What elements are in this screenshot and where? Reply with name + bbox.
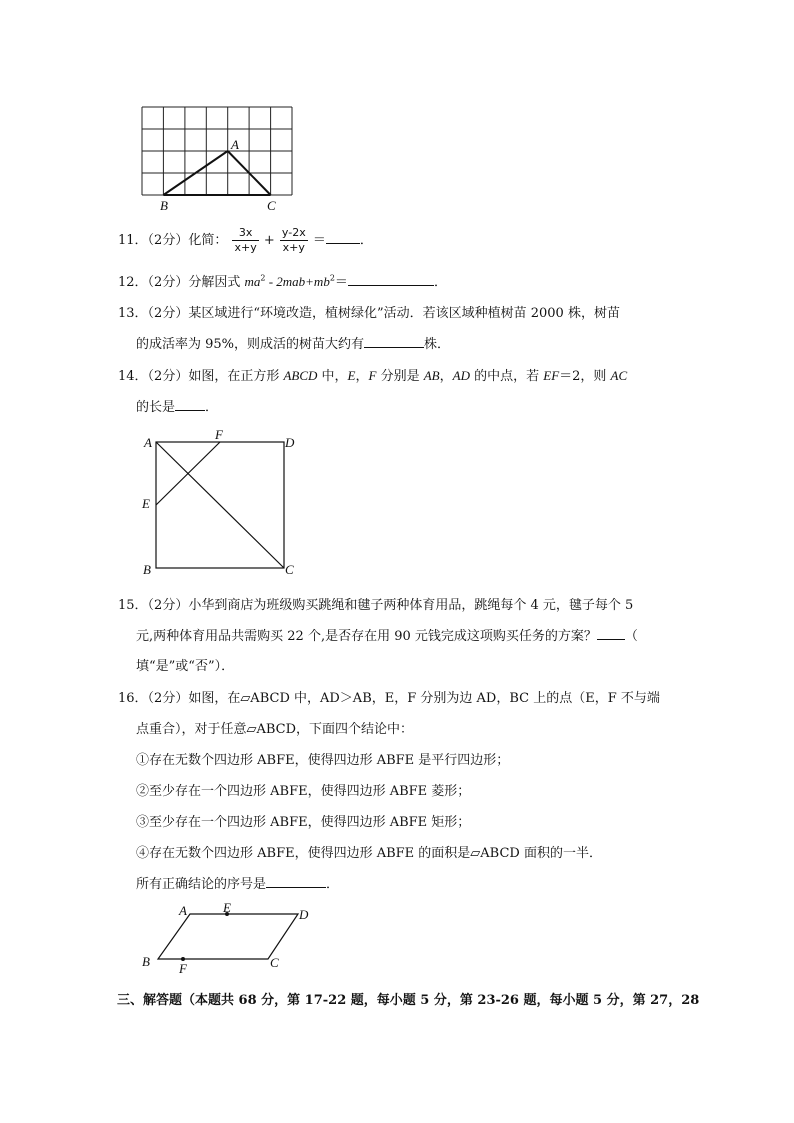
answer-blank — [266, 875, 326, 888]
answer-blank — [175, 398, 205, 411]
fraction-1: $\frac{3x}{x+y}$ — [234, 226, 257, 254]
point-a-label: A — [179, 903, 187, 918]
question-14-line-2: 的长是 ． — [136, 400, 219, 415]
question-16-answer-line: 所有正确结论的序号是 ． — [136, 877, 340, 892]
question-12: 12．（2分）分解因式 $ma^2 - 2mab+mb^2=$ ． — [118, 273, 447, 290]
point-a-label: A — [144, 435, 152, 450]
answer-blank — [597, 627, 625, 640]
question-13-line-1: 13．（2分）某区域进行“环境改造，植树绿化”活动．若该区域种植树苗 2000 株，树苗 — [118, 306, 620, 321]
answer-blank — [348, 273, 434, 286]
conclusion-1: ①存在无数个四边形 ABFE，使得四边形 ABFE 是平行四边形； — [136, 753, 510, 768]
question-16-line-2: 点重合），对于任意▱ABCD，下面四个结论中： — [136, 722, 414, 737]
conclusion-3: ③至少存在一个四边形 ABFE，使得四边形 ABFE 矩形； — [136, 815, 471, 830]
answer-blank — [364, 335, 424, 348]
square-figure — [150, 436, 290, 570]
fraction-2: $\frac{y-2x}{x+y}$ — [281, 226, 306, 254]
point-c-label: C — [270, 955, 279, 970]
section-3-heading: 三、解答题（本题共 68 分，第 17-22 题，每小题 5 分，第 23-26 题，每小题 5 分，第 27，28 — [117, 993, 700, 1008]
conclusion-4: ④存在无数个四边形 ABFE，使得四边形 ABFE 的面积是▱ABCD 面积的一半． — [136, 846, 602, 861]
point-d-label: D — [299, 907, 309, 922]
conclusion-2: ②至少存在一个四边形 ABFE，使得四边形 ABFE 菱形； — [136, 784, 471, 799]
point-b-label: B — [142, 954, 150, 969]
point-f-label: F — [215, 427, 223, 442]
grid-figure — [130, 100, 310, 215]
question-11: 11．（2分）化简： $\frac{3x}{x+y}$ + $\frac{y-2x}{x+y}$ ＝ ． — [118, 226, 373, 254]
question-15-line-2: 元,两种体育用品共需购买 22 个,是否存在用 90 元钱完成这项购买任务的方案？ （ — [136, 629, 638, 644]
point-d-label: D — [285, 435, 295, 450]
point-b-label: B — [143, 562, 151, 577]
point-c-label: C — [285, 562, 294, 577]
question-15-line-1: 15．（2分）小华到商店为班级购买跳绳和毽子两种体育用品，跳绳每个 4 元，毽子每个 5 — [118, 598, 634, 613]
point-e-label: E — [223, 900, 231, 915]
answer-blank — [326, 231, 360, 244]
question-15-line-3: 填“是”或“否”）． — [136, 659, 235, 674]
question-14-line-1: 14．（2分）如图，在正方形 ABCD 中，E，F 分别是 AB，AD 的中点，若 EF＝2，则 AC — [118, 368, 628, 384]
point-e-label: E — [142, 496, 150, 511]
question-16-line-1: 16．（2分）如图，在▱ABCD 中，AD＞AB，E，F 分别为边 AD，BC 上的点（E，F 不与端 — [118, 691, 660, 706]
question-13-line-2: 的成活率为 95%，则成活的树苗大约有 株． — [136, 337, 451, 352]
point-b-label: B — [160, 198, 168, 213]
point-f-label: F — [179, 961, 187, 976]
point-c-label: C — [267, 198, 276, 213]
point-a-label: A — [231, 137, 239, 152]
